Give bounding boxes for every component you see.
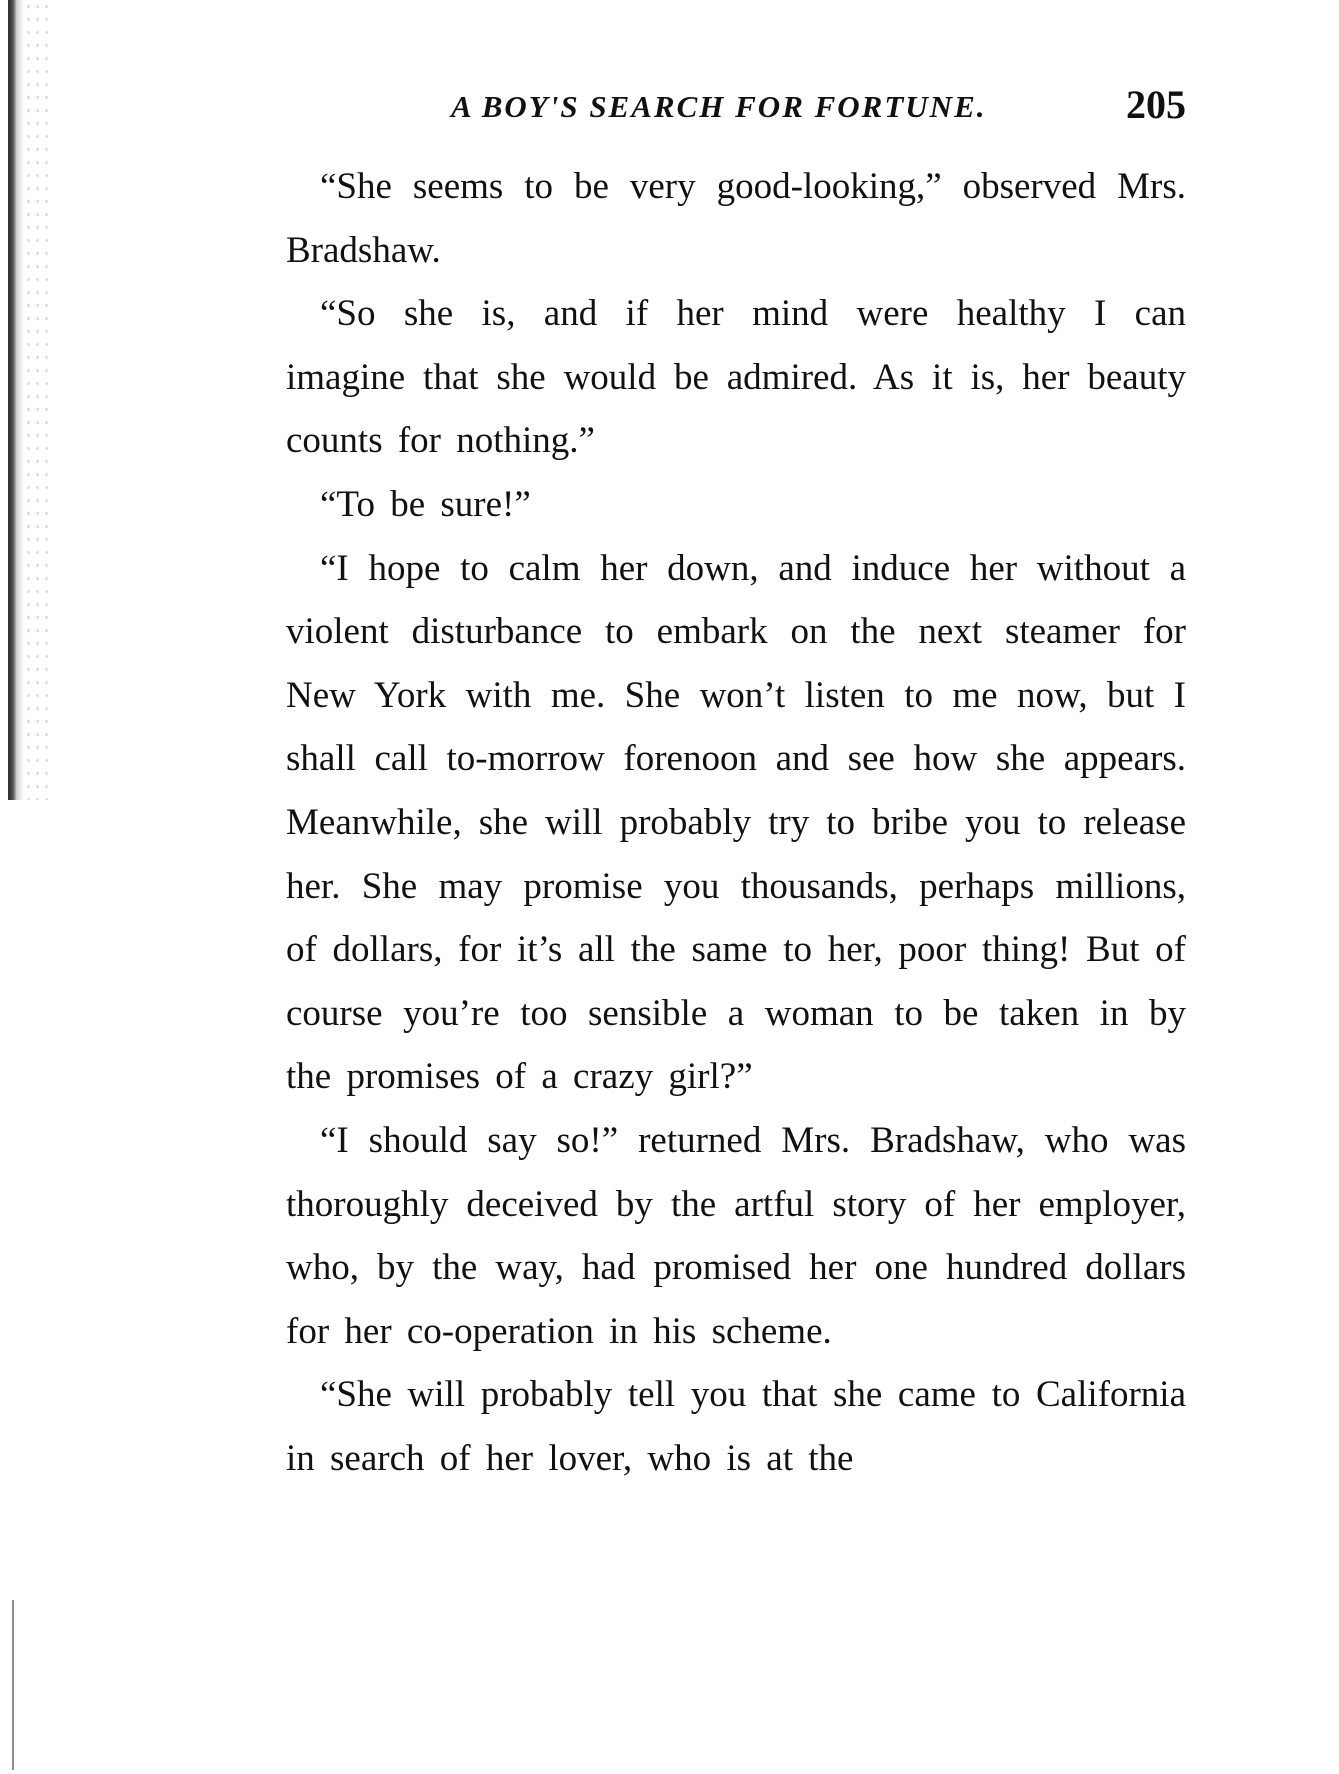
- running-head: [286, 75, 1186, 135]
- paragraph: “I should say so!” returned Mrs. Bradshaw, who was thoroughly deceived by the artful story of her employer, who, by the way, had promised her one hundred dollars for her co-operation in his scheme.: [286, 1119, 1186, 1352]
- paragraph: “She will probably tell you that she came to California in search of her lover, who is at the: [286, 1374, 1186, 1479]
- paragraph: “I hope to calm her down, and induce her without a violent disturbance to embark on the next steamer for New York with me. She won’t listen to me now, but I shall call to-morrow forenoon and see how she appears. Meanwhile, she will probably try to bribe you to release her. She may promise you thousands, perhaps millions, of dollars, for it’s all the same to her, poor thing! But of course you’re too sensible a woman to be taken in by the promises of a crazy girl?”: [286, 547, 1186, 1098]
- running-title: A BOY'S SEARCH FOR FORTUNE.: [451, 89, 987, 124]
- page-number: 205: [1126, 82, 1186, 127]
- book-binding-shadow: [8, 0, 24, 800]
- paragraph: “She seems to be very good-looking,” observed Mrs. Bradshaw.: [286, 166, 1186, 271]
- paragraph: “So she is, and if her mind were healthy I can imagine that she would be admired. As it is, her beauty counts for nothing.”: [286, 293, 1186, 462]
- binding-edge-line: [12, 1600, 14, 1770]
- binding-specks: [24, 0, 54, 800]
- paragraph: “To be sure!”: [320, 483, 531, 525]
- book-page: [286, 75, 1186, 1490]
- body-text: [286, 155, 1186, 1490]
